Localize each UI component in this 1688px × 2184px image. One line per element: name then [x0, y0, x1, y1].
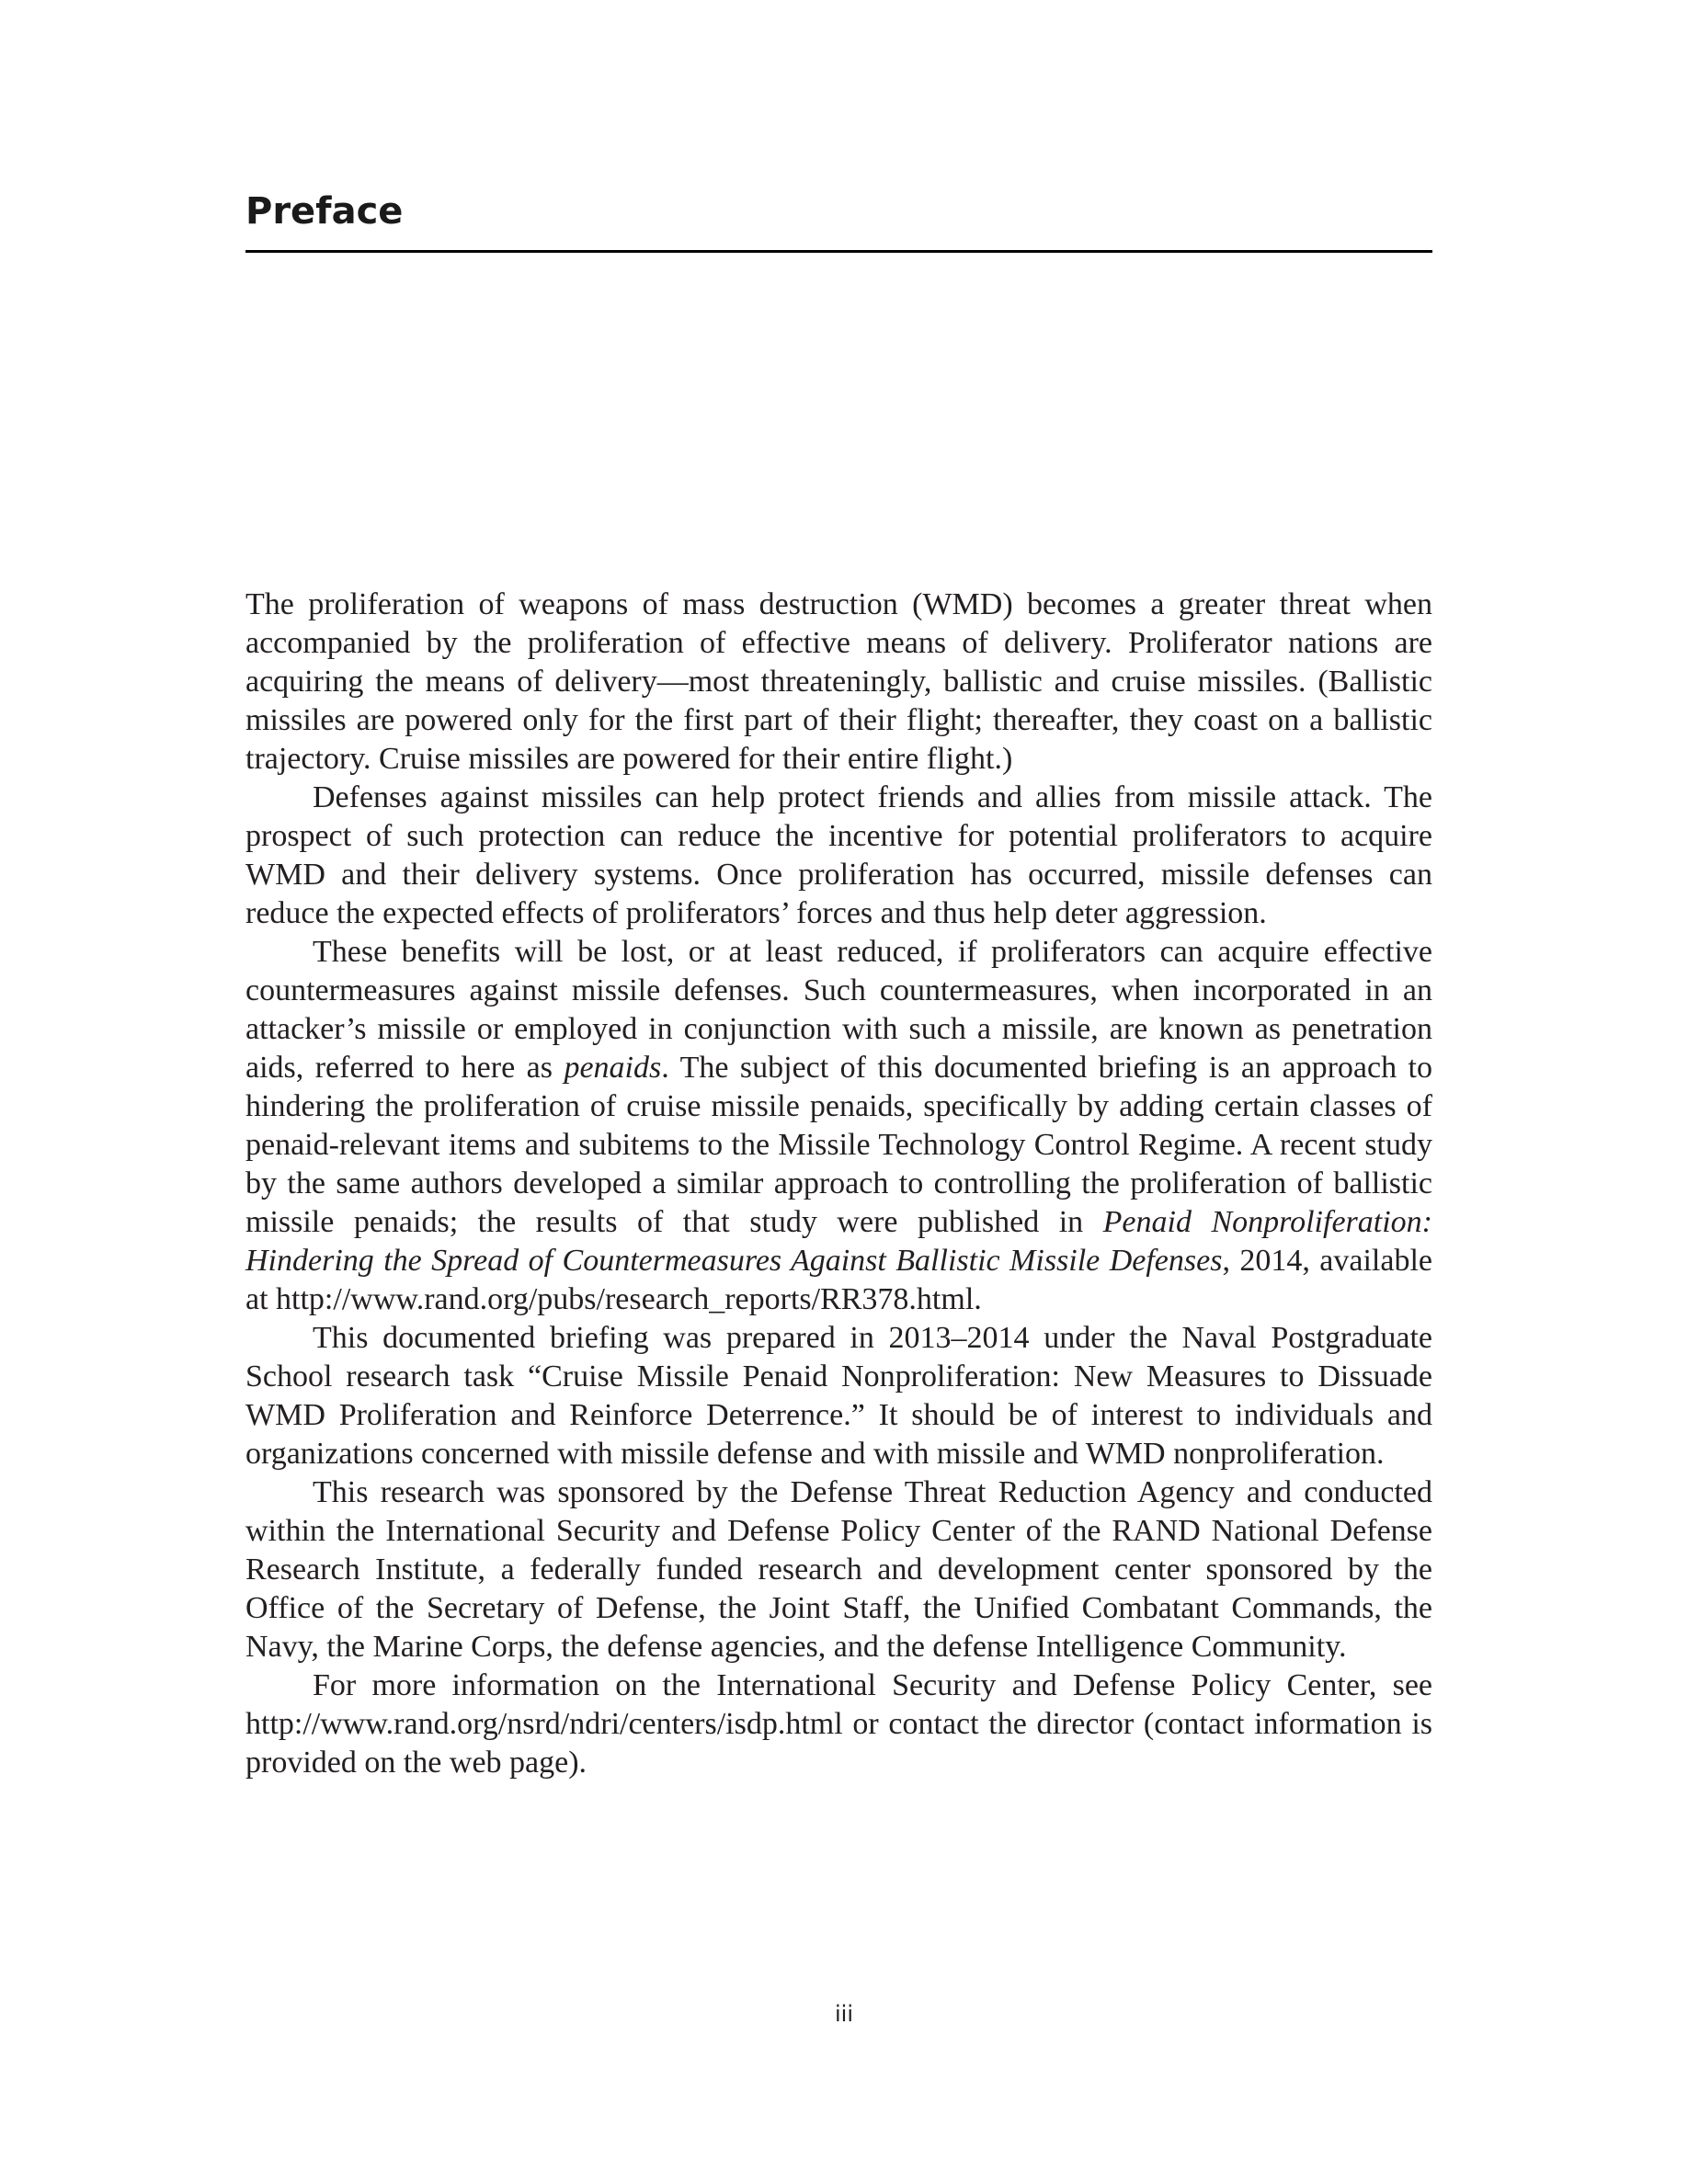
paragraph-missile-defenses: Defenses against missiles can help protect friends and allies from missile attack. The prospect of such protection can reduce the incentive for potential proliferators to acquire WMD and their delivery systems. Once proliferation has occurred, missile defenses can reduce the expected effects of proliferators’ forces and thus help deter aggression. — [245, 780, 1432, 930]
penaids-text-part-1: These benefits will be lost, or at least reduced, if proliferators can acquire effective countermeasures against missile defenses. Such countermeasures, when incorporated in an attacker’s missile or employed in conjunction with such a missile, are known as penetration aids, referred to here as — [245, 935, 1432, 1085]
paragraph-sponsorship: This research was sponsored by the Defense Threat Reduction Agency and conducted within the International Security and Defense Policy Center of the RAND National Defense Research Institute, a federally funded research and development center sponsored by the Office of the Secretary of Defense, the Joint Staff, the Unified Combatant Commands, the Navy, the Marine Corps, the defense agencies, and the defense Intelligence Community. — [245, 1475, 1432, 1664]
paragraph-briefing-context: This documented briefing was prepared in 2013–2014 under the Naval Postgraduate School research task “Cruise Missile Penaid Nonproliferation: New Measures to Dissuade WMD Proliferation and Reinforce Deterrence.” It should be of interest to individuals and organizations concerned with missile defense and with missile and WMD nonproliferation. — [245, 1321, 1432, 1471]
penaids-text-part-3: , 2014, available at http://www.rand.org/pubs/research_reports/RR378.html. — [245, 1244, 1433, 1316]
paragraph-penaids — [245, 933, 1432, 1319]
referenced-report-title: Penaid Nonproliferation: Hindering the Spread of Countermeasures Against Ballistic Missile Defenses — [245, 1205, 1432, 1278]
penaids-text-part-2: . The subject of this documented briefing is an approach to hindering the proliferation of cruise missile penaids, specifically by adding certain classes of penaid-relevant items and subitems to the Missile Technology Control Regime. A recent study by the same authors developed a similar approach to controlling the proliferation of ballistic missile penaids; the results of that study were published in — [245, 1051, 1432, 1239]
paragraph-wmd-proliferation: The proliferation of weapons of mass destruction (WMD) becomes a greater threat when accompanied by the proliferation of effective means of delivery. Proliferator nations are acquiring the means of delivery—most threateningly, ballistic and cruise missiles. (Ballistic missiles are powered only for the first part of their flight; thereafter, they coast on a ballistic trajectory. Cruise missiles are powered for their entire flight.) — [245, 587, 1432, 776]
paragraph-more-information: For more information on the International Security and Defense Policy Center, see http://www.rand.org/nsrd/ndri/centers/isdp.html or contact the director (contact information is provided on the web page). — [245, 1668, 1432, 1780]
page-number: iii — [834, 2001, 853, 2027]
page-title: Preface — [245, 190, 404, 233]
penaids-term: penaids — [564, 1051, 662, 1085]
preface-body — [245, 586, 1432, 1782]
heading-rule — [245, 250, 1432, 253]
